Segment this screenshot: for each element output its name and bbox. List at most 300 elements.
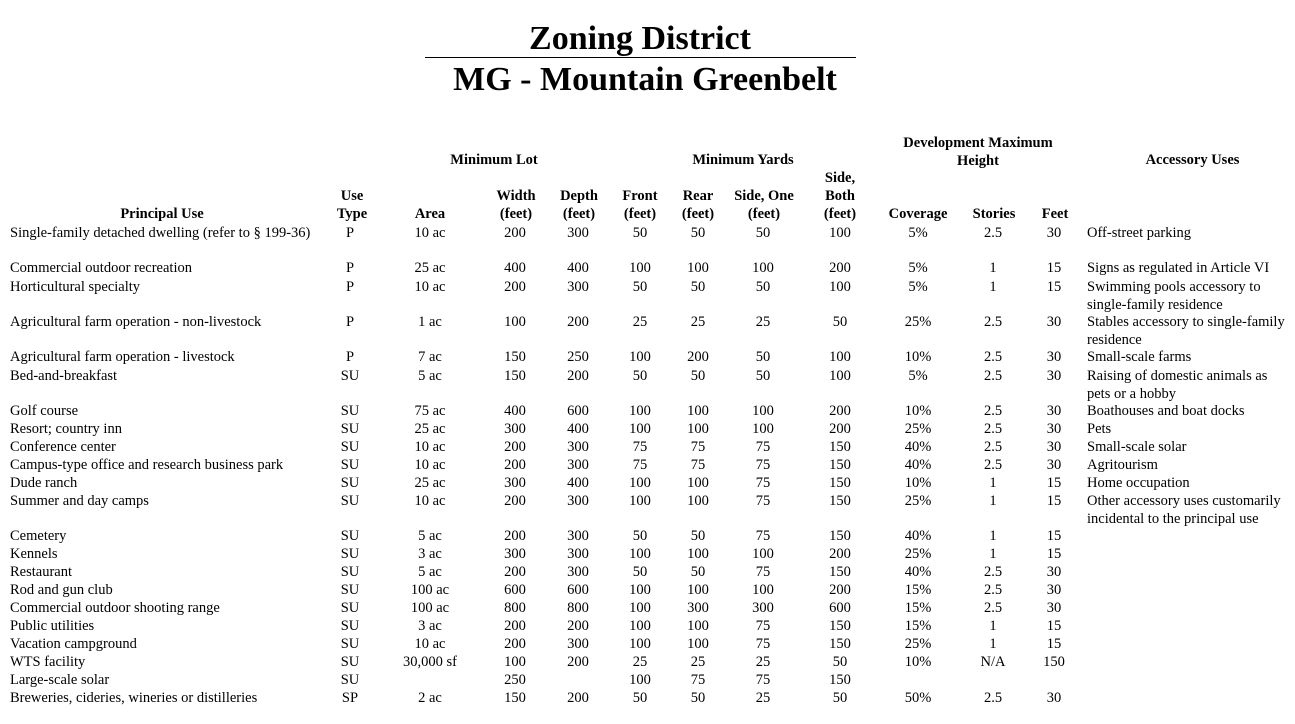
col-depth-line2: (feet): [562, 206, 596, 222]
stories-cell: 2.5: [983, 690, 1003, 706]
stories-cell: 2.5: [983, 600, 1003, 616]
width-cell: 200: [504, 225, 526, 241]
rear-cell: 100: [687, 403, 709, 419]
side-both-cell: 150: [829, 636, 851, 652]
side-one-cell: 100: [752, 260, 774, 276]
col-width-line1: Width: [496, 188, 536, 204]
side-both-cell: 150: [829, 528, 851, 544]
side-one-cell: 75: [755, 618, 771, 634]
area-cell: 7 ac: [418, 349, 442, 365]
feet-cell: 30: [1046, 582, 1062, 598]
side-both-cell: 150: [829, 564, 851, 580]
principal-use-cell: Golf course: [10, 403, 79, 419]
principal-use-cell: Agricultural farm operation - livestock: [10, 349, 235, 365]
area-cell: 10 ac: [414, 279, 446, 295]
rear-cell: 50: [690, 279, 706, 295]
principal-use-cell: Breweries, cideries, wineries or distilleries: [10, 690, 258, 706]
side-both-cell: 150: [829, 439, 851, 455]
side-both-cell: 150: [829, 457, 851, 473]
group-development-max-line2: Height: [957, 153, 999, 169]
side-one-cell: 75: [755, 457, 771, 473]
front-cell: 100: [629, 260, 651, 276]
use-type-cell: SU: [340, 582, 360, 598]
rear-cell: 75: [690, 439, 706, 455]
area-cell: 25 ac: [414, 260, 446, 276]
stories-cell: 2.5: [983, 349, 1003, 365]
side-both-cell: 150: [829, 672, 851, 688]
col-depth-line1: Depth: [560, 188, 598, 204]
front-cell: 100: [629, 493, 651, 509]
col-rear-line2: (feet): [681, 206, 715, 222]
side-one-cell: 25: [755, 690, 771, 706]
use-type-cell: P: [345, 225, 355, 241]
side-one-cell: 25: [755, 314, 771, 330]
use-type-cell: SP: [341, 690, 359, 706]
feet-cell: 15: [1046, 546, 1062, 562]
area-cell: 100 ac: [410, 582, 450, 598]
col-area: Area: [414, 206, 446, 222]
side-one-cell: 75: [755, 475, 771, 491]
stories-cell: 2.5: [983, 368, 1003, 384]
page-subtitle: MG - Mountain Greenbelt: [453, 61, 837, 98]
col-use-type-line1: Use: [340, 188, 364, 204]
stories-cell: 1: [989, 618, 997, 634]
front-cell: 75: [632, 457, 648, 473]
coverage-cell: 40%: [904, 457, 932, 473]
coverage-cell: 25%: [904, 546, 932, 562]
principal-use-cell: Bed-and-breakfast: [10, 368, 118, 384]
side-both-cell: 100: [829, 349, 851, 365]
width-cell: 300: [504, 421, 526, 437]
width-cell: 200: [504, 439, 526, 455]
width-cell: 200: [504, 457, 526, 473]
width-cell: 100: [504, 654, 526, 670]
accessory-use-cell: Pets: [1087, 421, 1112, 437]
width-cell: 800: [504, 600, 526, 616]
depth-cell: 200: [567, 314, 589, 330]
front-cell: 25: [632, 314, 648, 330]
feet-cell: 15: [1046, 475, 1062, 491]
side-both-cell: 200: [829, 546, 851, 562]
feet-cell: 15: [1046, 528, 1062, 544]
coverage-cell: 50%: [904, 690, 932, 706]
accessory-use-cell: Stables accessory to single-family residence: [1087, 314, 1285, 348]
accessory-use-cell: Swimming pools accessory to single-family residence: [1087, 279, 1261, 313]
title-underline: [425, 57, 856, 58]
feet-cell: 15: [1046, 260, 1062, 276]
coverage-cell: 15%: [904, 582, 932, 598]
side-both-cell: 50: [832, 314, 848, 330]
width-cell: 200: [504, 618, 526, 634]
area-cell: 3 ac: [418, 618, 442, 634]
side-one-cell: 75: [755, 672, 771, 688]
feet-cell: 30: [1046, 349, 1062, 365]
col-width-line2: (feet): [499, 206, 533, 222]
rear-cell: 100: [687, 546, 709, 562]
use-type-cell: SU: [340, 654, 360, 670]
coverage-cell: 15%: [904, 600, 932, 616]
coverage-cell: 40%: [904, 564, 932, 580]
principal-use-cell: Restaurant: [10, 564, 73, 580]
feet-cell: 15: [1046, 618, 1062, 634]
stories-cell: 2.5: [983, 582, 1003, 598]
principal-use-cell: Horticultural specialty: [10, 279, 141, 295]
side-one-cell: 100: [752, 403, 774, 419]
principal-use-cell: Conference center: [10, 439, 116, 455]
depth-cell: 300: [567, 546, 589, 562]
col-use-type-line2: Type: [336, 206, 368, 222]
principal-use-cell: Dude ranch: [10, 475, 78, 491]
area-cell: 3 ac: [418, 546, 442, 562]
use-type-cell: P: [345, 314, 355, 330]
principal-use-cell: Summer and day camps: [10, 493, 149, 509]
accessory-use-cell: Raising of domestic animals as pets or a hobby: [1087, 368, 1268, 402]
front-cell: 100: [629, 618, 651, 634]
col-stories: Stories: [972, 206, 1016, 222]
depth-cell: 200: [567, 690, 589, 706]
feet-cell: 30: [1046, 600, 1062, 616]
coverage-cell: 5%: [908, 225, 928, 241]
stories-cell: 1: [989, 546, 997, 562]
col-side-one-line2: (feet): [747, 206, 781, 222]
area-cell: 75 ac: [414, 403, 446, 419]
rear-cell: 75: [690, 457, 706, 473]
feet-cell: 30: [1046, 225, 1062, 241]
use-type-cell: P: [345, 260, 355, 276]
col-side-both-line1: Side,: [824, 170, 856, 186]
area-cell: 25 ac: [414, 475, 446, 491]
side-one-cell: 75: [755, 439, 771, 455]
rear-cell: 25: [690, 654, 706, 670]
area-cell: 10 ac: [414, 493, 446, 509]
depth-cell: 300: [567, 225, 589, 241]
coverage-cell: 25%: [904, 493, 932, 509]
side-both-cell: 600: [829, 600, 851, 616]
width-cell: 600: [504, 582, 526, 598]
principal-use-cell: Agricultural farm operation - non-livestock: [10, 314, 262, 330]
accessory-use-cell: Home occupation: [1087, 475, 1190, 491]
depth-cell: 300: [567, 564, 589, 580]
stories-cell: N/A: [980, 654, 1006, 670]
rear-cell: 100: [687, 475, 709, 491]
stories-cell: 1: [989, 493, 997, 509]
accessory-use-cell: Signs as regulated in Article VI: [1087, 260, 1270, 276]
feet-cell: 30: [1046, 690, 1062, 706]
principal-use-cell: Rod and gun club: [10, 582, 113, 598]
stories-cell: 1: [989, 279, 997, 295]
area-cell: 5 ac: [418, 528, 442, 544]
col-principal-use: Principal Use: [120, 206, 204, 222]
side-one-cell: 50: [755, 279, 771, 295]
coverage-cell: 25%: [904, 421, 932, 437]
depth-cell: 300: [567, 636, 589, 652]
side-both-cell: 150: [829, 493, 851, 509]
side-both-cell: 100: [829, 225, 851, 241]
use-type-cell: SU: [340, 439, 360, 455]
principal-use-cell: Single-family detached dwelling (refer to § 199-36): [10, 225, 311, 241]
depth-cell: 600: [567, 582, 589, 598]
side-both-cell: 100: [829, 368, 851, 384]
use-type-cell: P: [345, 279, 355, 295]
side-both-cell: 150: [829, 475, 851, 491]
stories-cell: 2.5: [983, 403, 1003, 419]
feet-cell: 30: [1046, 314, 1062, 330]
depth-cell: 300: [567, 439, 589, 455]
group-development-max-line1: Development Maximum: [903, 135, 1053, 151]
width-cell: 150: [504, 690, 526, 706]
width-cell: 250: [504, 672, 526, 688]
col-side-one-line1: Side, One: [734, 188, 794, 204]
rear-cell: 100: [687, 618, 709, 634]
col-front-line1: Front: [622, 188, 658, 204]
side-one-cell: 300: [752, 600, 774, 616]
depth-cell: 200: [567, 618, 589, 634]
accessory-use-cell: Off-street parking: [1087, 225, 1192, 241]
principal-use-cell: Campus-type office and research business park: [10, 457, 284, 473]
col-coverage: Coverage: [888, 206, 948, 222]
coverage-cell: 25%: [904, 314, 932, 330]
accessory-use-cell: Other accessory uses customarily incidental to the principal use: [1087, 493, 1281, 527]
area-cell: 10 ac: [414, 225, 446, 241]
feet-cell: 30: [1046, 368, 1062, 384]
depth-cell: 200: [567, 654, 589, 670]
feet-cell: 30: [1046, 564, 1062, 580]
rear-cell: 200: [687, 349, 709, 365]
rear-cell: 50: [690, 690, 706, 706]
side-one-cell: 50: [755, 349, 771, 365]
depth-cell: 400: [567, 260, 589, 276]
side-one-cell: 75: [755, 636, 771, 652]
depth-cell: 400: [567, 475, 589, 491]
area-cell: 10 ac: [414, 457, 446, 473]
coverage-cell: 10%: [904, 654, 932, 670]
area-cell: 100 ac: [410, 600, 450, 616]
rear-cell: 50: [690, 368, 706, 384]
side-one-cell: 100: [752, 546, 774, 562]
stories-cell: 1: [989, 475, 997, 491]
width-cell: 150: [504, 368, 526, 384]
col-front-line2: (feet): [623, 206, 657, 222]
coverage-cell: 5%: [908, 279, 928, 295]
accessory-use-cell: Small-scale solar: [1087, 439, 1187, 455]
coverage-cell: 10%: [904, 349, 932, 365]
principal-use-cell: Cemetery: [10, 528, 67, 544]
stories-cell: 2.5: [983, 439, 1003, 455]
rear-cell: 100: [687, 260, 709, 276]
use-type-cell: SU: [340, 636, 360, 652]
principal-use-cell: Commercial outdoor recreation: [10, 260, 192, 276]
width-cell: 200: [504, 279, 526, 295]
coverage-cell: 40%: [904, 528, 932, 544]
width-cell: 200: [504, 564, 526, 580]
depth-cell: 300: [567, 279, 589, 295]
side-one-cell: 75: [755, 564, 771, 580]
rear-cell: 50: [690, 528, 706, 544]
stories-cell: 1: [989, 636, 997, 652]
stories-cell: 2.5: [983, 421, 1003, 437]
depth-cell: 300: [567, 457, 589, 473]
front-cell: 50: [632, 690, 648, 706]
use-type-cell: P: [345, 349, 355, 365]
front-cell: 100: [629, 349, 651, 365]
col-side-both-line2: Both: [825, 188, 855, 204]
side-both-cell: 200: [829, 403, 851, 419]
front-cell: 100: [629, 475, 651, 491]
feet-cell: 30: [1046, 439, 1062, 455]
front-cell: 100: [629, 421, 651, 437]
front-cell: 50: [632, 528, 648, 544]
stories-cell: 1: [989, 528, 997, 544]
width-cell: 300: [504, 546, 526, 562]
stories-cell: 2.5: [983, 564, 1003, 580]
depth-cell: 200: [567, 368, 589, 384]
principal-use-cell: Commercial outdoor shooting range: [10, 600, 220, 616]
side-both-cell: 200: [829, 260, 851, 276]
area-cell: 25 ac: [414, 421, 446, 437]
use-type-cell: SU: [340, 546, 360, 562]
width-cell: 200: [504, 493, 526, 509]
use-type-cell: SU: [340, 475, 360, 491]
side-both-cell: 50: [832, 690, 848, 706]
use-type-cell: SU: [340, 493, 360, 509]
area-cell: 5 ac: [418, 368, 442, 384]
side-one-cell: 75: [755, 493, 771, 509]
depth-cell: 250: [567, 349, 589, 365]
area-cell: 5 ac: [418, 564, 442, 580]
rear-cell: 75: [690, 672, 706, 688]
col-feet: Feet: [1041, 206, 1069, 222]
use-type-cell: SU: [340, 672, 360, 688]
rear-cell: 25: [690, 314, 706, 330]
side-both-cell: 200: [829, 582, 851, 598]
side-one-cell: 25: [755, 654, 771, 670]
area-cell: 10 ac: [414, 439, 446, 455]
front-cell: 100: [629, 600, 651, 616]
use-type-cell: SU: [340, 600, 360, 616]
use-type-cell: SU: [340, 618, 360, 634]
principal-use-cell: WTS facility: [10, 654, 86, 670]
stories-cell: 2.5: [983, 225, 1003, 241]
rear-cell: 50: [690, 225, 706, 241]
front-cell: 50: [632, 564, 648, 580]
rear-cell: 300: [687, 600, 709, 616]
accessory-use-cell: Boathouses and boat docks: [1087, 403, 1245, 419]
front-cell: 100: [629, 636, 651, 652]
coverage-cell: 10%: [904, 403, 932, 419]
coverage-cell: 15%: [904, 618, 932, 634]
side-one-cell: 100: [752, 421, 774, 437]
feet-cell: 30: [1046, 457, 1062, 473]
front-cell: 50: [632, 368, 648, 384]
area-cell: 1 ac: [418, 314, 442, 330]
feet-cell: 15: [1046, 493, 1062, 509]
width-cell: 150: [504, 349, 526, 365]
side-both-cell: 200: [829, 421, 851, 437]
page-title: Zoning District: [529, 20, 751, 57]
front-cell: 100: [629, 403, 651, 419]
front-cell: 50: [632, 279, 648, 295]
feet-cell: 30: [1046, 403, 1062, 419]
side-both-cell: 50: [832, 654, 848, 670]
rear-cell: 50: [690, 564, 706, 580]
title-block: [0, 20, 1280, 58]
coverage-cell: 5%: [908, 260, 928, 276]
feet-cell: 15: [1046, 636, 1062, 652]
rear-cell: 100: [687, 421, 709, 437]
use-type-cell: SU: [340, 403, 360, 419]
feet-cell: 30: [1046, 421, 1062, 437]
principal-use-cell: Large-scale solar: [10, 672, 110, 688]
front-cell: 100: [629, 546, 651, 562]
group-minimum-lot: Minimum Lot: [450, 152, 538, 168]
group-minimum-yards: Minimum Yards: [692, 152, 794, 168]
accessory-use-cell: Small-scale farms: [1087, 349, 1192, 365]
coverage-cell: 10%: [904, 475, 932, 491]
use-type-cell: SU: [340, 528, 360, 544]
width-cell: 400: [504, 403, 526, 419]
principal-use-cell: Resort; country inn: [10, 421, 122, 437]
area-cell: 2 ac: [418, 690, 442, 706]
width-cell: 400: [504, 260, 526, 276]
stories-cell: 2.5: [983, 457, 1003, 473]
principal-use-cell: Kennels: [10, 546, 58, 562]
depth-cell: 300: [567, 528, 589, 544]
side-one-cell: 50: [755, 368, 771, 384]
col-rear-line1: Rear: [682, 188, 714, 204]
area-cell: 10 ac: [414, 636, 446, 652]
front-cell: 100: [629, 672, 651, 688]
side-one-cell: 50: [755, 225, 771, 241]
principal-use-cell: Public utilities: [10, 618, 95, 634]
side-one-cell: 75: [755, 528, 771, 544]
side-both-cell: 150: [829, 618, 851, 634]
depth-cell: 600: [567, 403, 589, 419]
coverage-cell: 5%: [908, 368, 928, 384]
col-side-both-line3: (feet): [823, 206, 857, 222]
front-cell: 75: [632, 439, 648, 455]
stories-cell: 2.5: [983, 314, 1003, 330]
rear-cell: 100: [687, 636, 709, 652]
front-cell: 50: [632, 225, 648, 241]
width-cell: 300: [504, 475, 526, 491]
front-cell: 100: [629, 582, 651, 598]
side-both-cell: 100: [829, 279, 851, 295]
rear-cell: 100: [687, 493, 709, 509]
rear-cell: 100: [687, 582, 709, 598]
width-cell: 200: [504, 528, 526, 544]
use-type-cell: SU: [340, 421, 360, 437]
use-type-cell: SU: [340, 564, 360, 580]
side-one-cell: 100: [752, 582, 774, 598]
depth-cell: 400: [567, 421, 589, 437]
depth-cell: 300: [567, 493, 589, 509]
principal-use-cell: Vacation campground: [10, 636, 137, 652]
stories-cell: 1: [989, 260, 997, 276]
coverage-cell: 25%: [904, 636, 932, 652]
accessory-use-cell: Agritourism: [1087, 457, 1158, 473]
group-accessory-uses: Accessory Uses: [1145, 152, 1240, 168]
area-cell: 30,000 sf: [403, 654, 457, 670]
depth-cell: 800: [567, 600, 589, 616]
width-cell: 200: [504, 636, 526, 652]
use-type-cell: SU: [340, 368, 360, 384]
feet-cell: 150: [1043, 654, 1065, 670]
use-type-cell: SU: [340, 457, 360, 473]
width-cell: 100: [504, 314, 526, 330]
coverage-cell: 40%: [904, 439, 932, 455]
feet-cell: 15: [1046, 279, 1062, 295]
front-cell: 25: [632, 654, 648, 670]
